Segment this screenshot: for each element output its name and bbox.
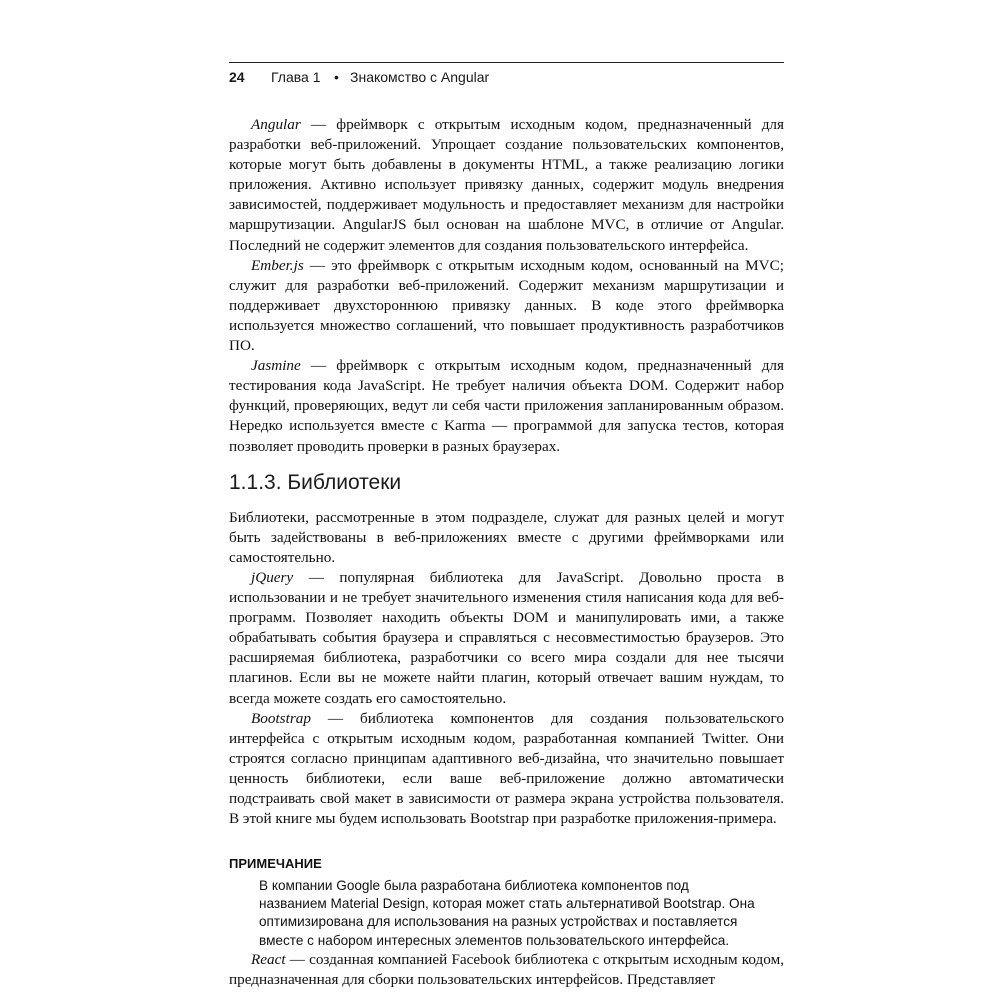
- section-heading: 1.1.3. Библиотеки: [229, 470, 402, 494]
- paragraph-bootstrap: [229, 709, 784, 830]
- definition: — это фреймворк с открытым исходным кодом, основанный на MVC; служит для разработки веб-приложений. Содержит механизм маршрутизации и поддерживает двухстороннюю привязку данных. В коде этого фреймворка используется множество соглашений, что повышает продуктивность разработчиков ПО.: [229, 256, 784, 355]
- paragraph-angular: [229, 115, 784, 256]
- paragraph-react: [229, 950, 784, 990]
- definition: — созданная компанией Facebook библиотека с открытым исходным кодом, предназначенная для сборки пользовательских интерфейсов. Представляет: [229, 951, 784, 989]
- paragraph-jasmine: [229, 356, 784, 456]
- definition: — популярная библиотека для JavaScript. Довольно проста в использовании и не требует значительного изменения стиля написания кода для веб-программ. Позволяет находить объекты DOM и манипулировать ими, а также обрабатывать события браузера и справляться с несовместимостью браузеров. Это расширяемая библиотека, разработчики со всего мира создали для нее тысячи плагинов. Если вы не можете найти плагин, который отвечает вашим нуждам, то всегда можете создать его самостоятельно.: [229, 568, 784, 707]
- running-header: [229, 62, 784, 87]
- paragraph-jquery: [229, 568, 784, 709]
- note-title: ПРИМЕЧАНИЕ: [229, 856, 322, 872]
- term: Jasmine: [251, 357, 301, 375]
- definition: — фреймворк с открытым исходным кодом, предназначенный для тестирования кода JavaScript. Не требует наличия объекта DOM. Содержит набор функций, проверяющих, ведут ли себя части приложения запланированным образом. Нередко используется вместе с Karma — программой для запуска тестов, которая позволяет проводить проверки в разных браузерах.: [229, 357, 784, 455]
- note-text: В компании Google была разработана библиотека компонентов под названием Material Design, которая может стать альтернативой Bootstrap. Она оптимизирована для использования на разных устройствах и поставляется вместе с набором интересных элементов пользовательского интерфейса.: [259, 877, 755, 948]
- term: jQuery: [251, 568, 294, 586]
- term: Bootstrap: [251, 709, 311, 727]
- paragraph-ember: [229, 256, 784, 356]
- definition: — библиотека компонентов для создания пользовательского интерфейса с открытым исходным кодом, разработанная компанией Twitter. Они строятся согласно принципам адаптивного веб-дизайна, что значительно повышает ценность библиотеки, если ваше веб-приложение должно автоматически подстраивать свой макет в зависимости от размера экрана устройства пользователя. В этой книге мы будем использовать Bootstrap при разработке приложения-примера.: [229, 709, 784, 828]
- definition: — фреймворк с открытым исходным кодом, предназначенный для разработки веб-приложений. Упрощает создание пользовательских компонентов, которые могут быть добавлены в документы HTML, а также реализацию логики приложения. Активно использует привязку данных, содержит модуль внедрения зависимостей, поддерживает модульность и предоставляет механизм для настройки маршрутизации. AngularJS был основан на шаблоне MVC, в отличие от Angular. Последний не содержит элементов для создания пользовательского интерфейса.: [229, 116, 784, 254]
- page-body: [229, 115, 784, 990]
- page-number: 24: [229, 69, 245, 85]
- chapter-title: Знакомство с Angular: [350, 69, 490, 85]
- chapter-label: Глава 1: [271, 69, 321, 85]
- header-bullet: •: [334, 69, 339, 85]
- note-box: [229, 855, 784, 950]
- term: Angular: [251, 116, 301, 133]
- section-intro: Библиотеки, рассмотренные в этом подразделе, служат для разных целей и могут быть задействованы в веб-приложениях вместе с другими фреймворками или самостоятельно.: [229, 508, 784, 566]
- term: React: [251, 951, 286, 969]
- term: Ember.js: [251, 256, 304, 274]
